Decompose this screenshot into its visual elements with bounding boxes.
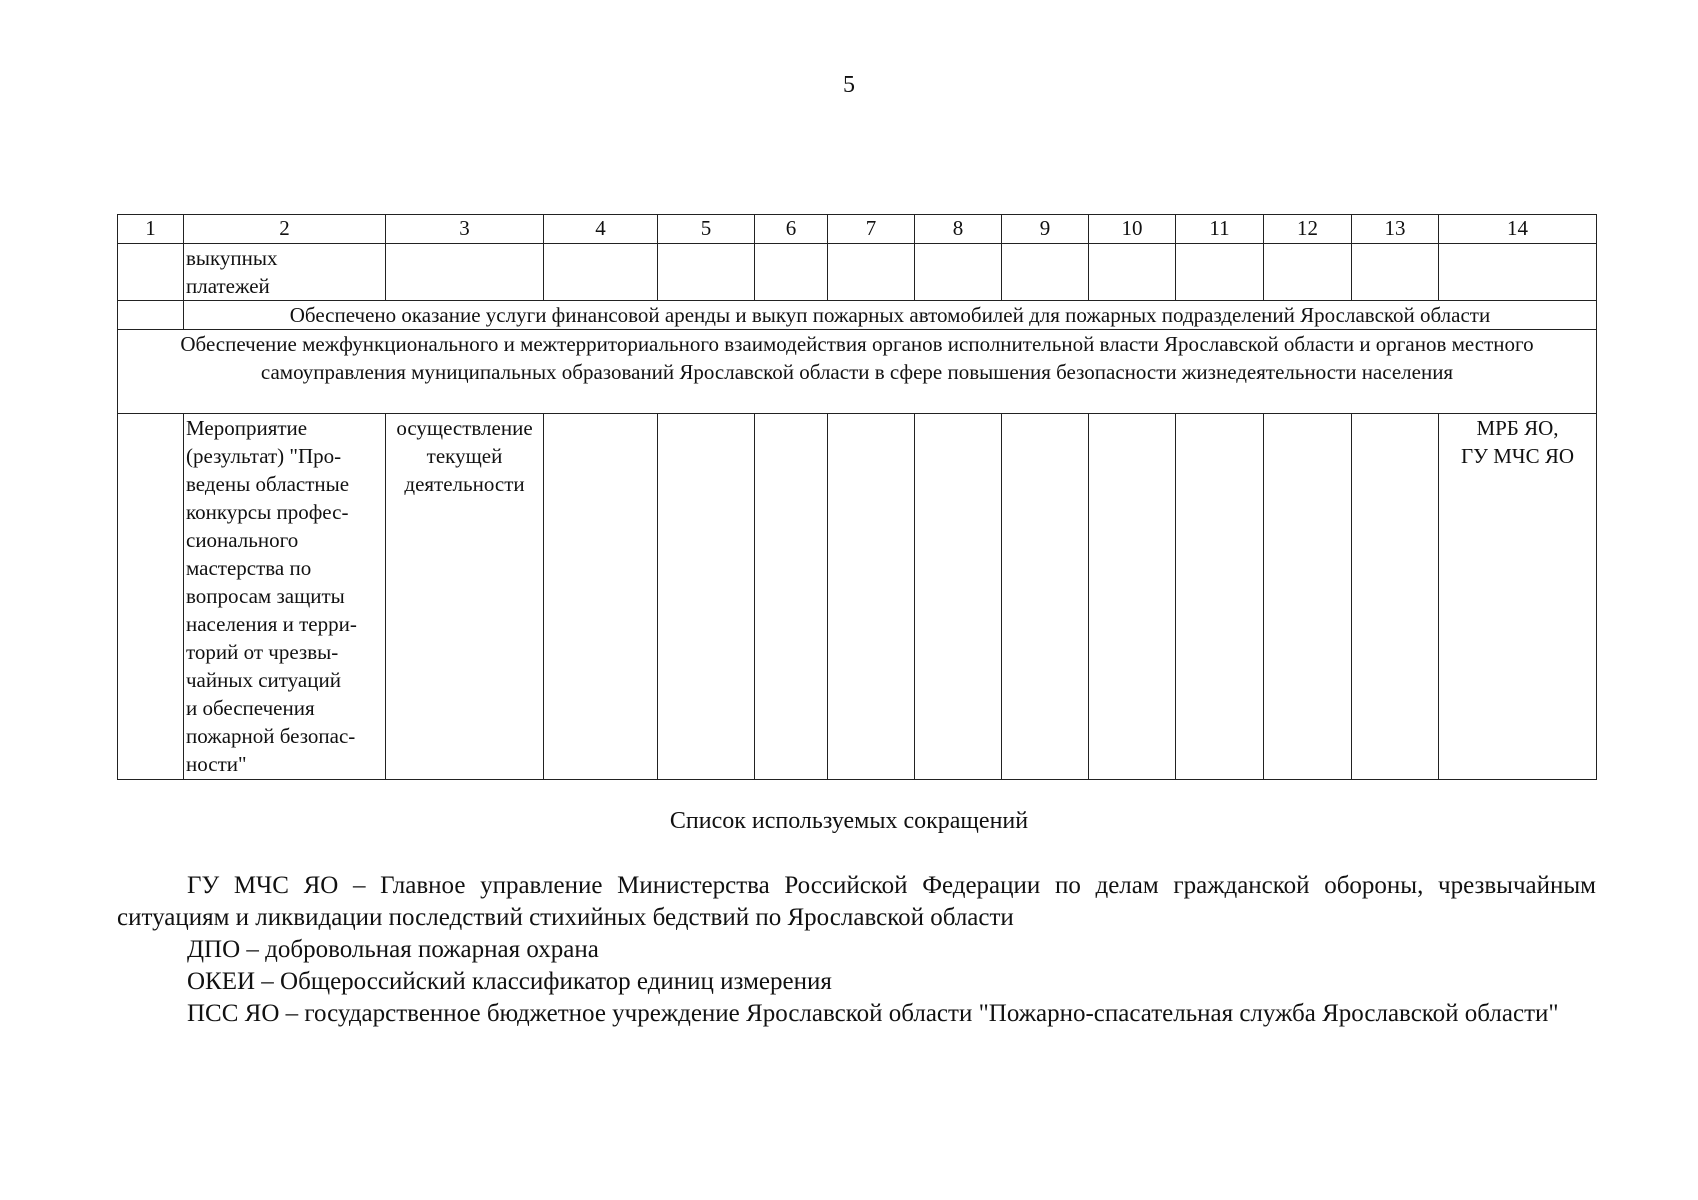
column-header: 12	[1264, 215, 1352, 244]
table-row	[118, 244, 1597, 301]
column-header: 5	[658, 215, 755, 244]
column-header: 6	[755, 215, 828, 244]
activity-type-cell: осуществление текущей деятельности	[386, 414, 544, 780]
abbreviations-list	[117, 870, 1596, 1030]
abbreviation-item: ДПО – добровольная пожарная охрана	[187, 936, 599, 963]
column-header: 8	[915, 215, 1002, 244]
column-header: 2	[184, 215, 386, 244]
column-header: 13	[1352, 215, 1439, 244]
table-header-row	[118, 215, 1597, 244]
abbreviation-item: ГУ МЧС ЯО – Главное управление Министерства Российской Федерации по делам гражданской обороны, чрезвычайным ситуациям и ликвидации последствий стихийных бедствий по Ярославской области	[117, 872, 1596, 931]
column-header: 9	[1002, 215, 1089, 244]
column-header: 7	[828, 215, 915, 244]
section-heading-row: Обеспечение межфункционального и межтерриториального взаимодействия органов исполнительной власти Ярославской области и органов местного самоуправления муниципальных образований Ярославской области в сфере повышения безопасности жизнедеятельности населения	[118, 330, 1597, 414]
table-row	[118, 301, 1597, 330]
abbreviation-item: ОКЕИ – Общероссийский классификатор единиц измерения	[187, 968, 832, 995]
table-row	[118, 414, 1597, 780]
column-header: 11	[1176, 215, 1264, 244]
abbreviations-title: Список используемых сокращений	[669, 808, 1029, 834]
page-number: 5	[843, 72, 855, 98]
abbreviation-item: ПСС ЯО – государственное бюджетное учреждение Ярославской области "Пожарно-спасательная служба Ярославской области"	[187, 1000, 1559, 1027]
table-row	[118, 330, 1597, 414]
program-table	[117, 214, 1597, 780]
responsible-cell: МРБ ЯО, ГУ МЧС ЯО	[1439, 414, 1597, 780]
column-header: 3	[386, 215, 544, 244]
column-header: 1	[118, 215, 184, 244]
column-header: 10	[1089, 215, 1176, 244]
table-cell: выкупных платежей	[184, 244, 386, 301]
activity-name-cell: Мероприятие (результат) "Про- ведены областные конкурсы профес- сионального мастерства по вопросам защиты населения и терри- торий от чрезвы- чайных ситуаций и обеспечения пожарной безопас- ности"	[184, 414, 386, 780]
column-header: 4	[544, 215, 658, 244]
result-row-text: Обеспечено оказание услуги финансовой аренды и выкуп пожарных автомобилей для пожарных подразделений Ярославской области	[184, 301, 1597, 330]
column-header: 14	[1439, 215, 1597, 244]
